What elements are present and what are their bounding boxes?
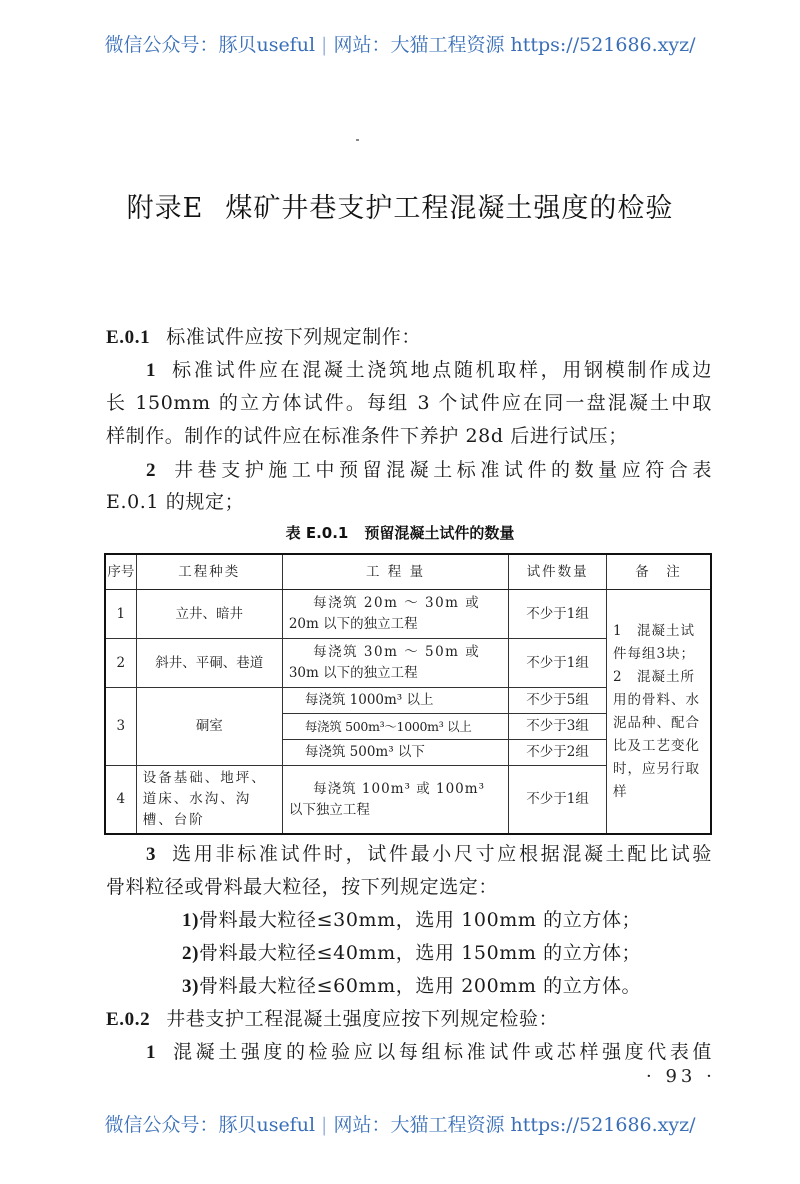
item-3-line-1: 3 选用非标准试件时，试件最小尺寸应根据混凝土配比试验 [146, 843, 712, 865]
clause-e01 [106, 322, 421, 349]
table-title: 预留混凝土试件的数量 [364, 524, 515, 542]
item-number: 3 [146, 844, 157, 865]
cell-specimen-count: 不少于1组 [509, 639, 607, 688]
cell-project-type: 设备基础、地坪、道床、水沟、沟槽、台阶 [136, 766, 282, 835]
item-2-line-1: 2 井巷支护施工中预留混凝土标准试件的数量应符合表 [146, 459, 712, 481]
watermark-wechat: 微信公众号：豚贝useful [104, 1114, 316, 1136]
clause-e02-item-1: 1 混凝土强度的检验应以每组标准试件或芯样强度代表值 [146, 1041, 712, 1063]
cell-specimen-count: 不少于3组 [509, 714, 607, 740]
item-1-line-2: 长 150mm 的立方体试件。每组 3 个试件应在同一盘混凝土中取 [106, 392, 712, 414]
appendix-title [0, 186, 800, 225]
clause-number: E.0.1 [106, 327, 151, 348]
watermark-top [0, 30, 800, 57]
cell-project-type: 立井、暗井 [136, 590, 282, 639]
cell-quantity: 每浇筑 20m ～ 30m 或 20m 以下的独立工程 [282, 590, 508, 639]
cell-index: 2 [105, 639, 136, 688]
watermark-wechat: 微信公众号：豚贝useful [104, 34, 316, 56]
item-number: 1 [146, 1042, 157, 1063]
table-header-row [105, 554, 711, 590]
cell-quantity: 每浇筑 30m ～ 50m 或 30m 以下的独立工程 [282, 639, 508, 688]
table-number: 表 E.0.1 [285, 524, 349, 542]
clause-text: 标准试件应按下列规定制作： [166, 326, 421, 348]
subitem-3: 3)骨料最大粒径≤60mm，选用 200mm 的立方体。 [182, 975, 642, 997]
cell-remarks: 1 混凝土试件每组3块； 2 混凝土所用的骨料、水泥品种、配合比及工艺变化时，应另行取样 [606, 590, 711, 835]
watermark-website: 网站：大猫工程资源 https://521686.xyz/ [333, 34, 696, 56]
cell-specimen-count: 不少于1组 [509, 590, 607, 639]
item-2-line-2: E.0.1 的规定； [106, 491, 245, 513]
watermark-separator: | [321, 1114, 328, 1136]
page-number: · 93 · [646, 1066, 716, 1087]
table-row [105, 590, 711, 639]
cell-index: 1 [105, 590, 136, 639]
item-1-line-3: 样制作。制作的试件应在标准条件下养护 28d 后进行试压； [106, 425, 628, 447]
header-quantity: 工 程 量 [282, 554, 508, 590]
header-project-type: 工程种类 [136, 554, 282, 590]
item-1-line-1: 1 标准试件应在混凝土浇筑地点随机取样，用钢模制作成边 [146, 359, 712, 381]
item-number: 1 [146, 360, 157, 381]
cell-quantity: 每浇筑 1000m³ 以上 [282, 688, 508, 714]
cell-specimen-count: 不少于2组 [509, 740, 607, 766]
header-index: 序号 [105, 554, 136, 590]
watermark-website: 网站：大猫工程资源 https://521686.xyz/ [333, 1114, 696, 1136]
cell-project-type: 硐室 [136, 688, 282, 766]
appendix-heading: 煤矿井巷支护工程混凝土强度的检验 [225, 193, 674, 224]
header-remarks: 备 注 [606, 554, 711, 590]
cell-index: 4 [105, 766, 136, 835]
clause-text: 井巷支护工程混凝土强度应按下列规定检验： [166, 1008, 559, 1030]
table-caption [0, 522, 800, 543]
header-specimen-count: 试件数量 [509, 554, 607, 590]
clause-e02 [106, 1004, 558, 1031]
cell-quantity: 每浇筑 500m³ 以下 [282, 740, 508, 766]
subitem-2: 2)骨料最大粒径≤40mm，选用 150mm 的立方体； [182, 942, 642, 964]
watermark-separator: | [321, 34, 328, 56]
item-number: 2 [146, 460, 157, 481]
appendix-label: 附录E [126, 193, 204, 224]
item-3-line-2: 骨料粒径或骨料最大粒径，按下列规定选定： [106, 876, 499, 898]
scan-dot [356, 139, 359, 141]
watermark-bottom [0, 1110, 800, 1137]
clause-number: E.0.2 [106, 1009, 151, 1030]
cell-index: 3 [105, 688, 136, 766]
cell-quantity: 每浇筑 500m³～1000m³ 以上 [282, 714, 508, 740]
specimen-quantity-table [104, 553, 712, 835]
cell-quantity: 每浇筑 100m³ 或 100m³ 以下独立工程 [282, 766, 508, 835]
cell-specimen-count: 不少于1组 [509, 766, 607, 835]
cell-project-type: 斜井、平硐、巷道 [136, 639, 282, 688]
cell-specimen-count: 不少于5组 [509, 688, 607, 714]
subitem-1: 1)骨料最大粒径≤30mm，选用 100mm 的立方体； [182, 909, 642, 931]
